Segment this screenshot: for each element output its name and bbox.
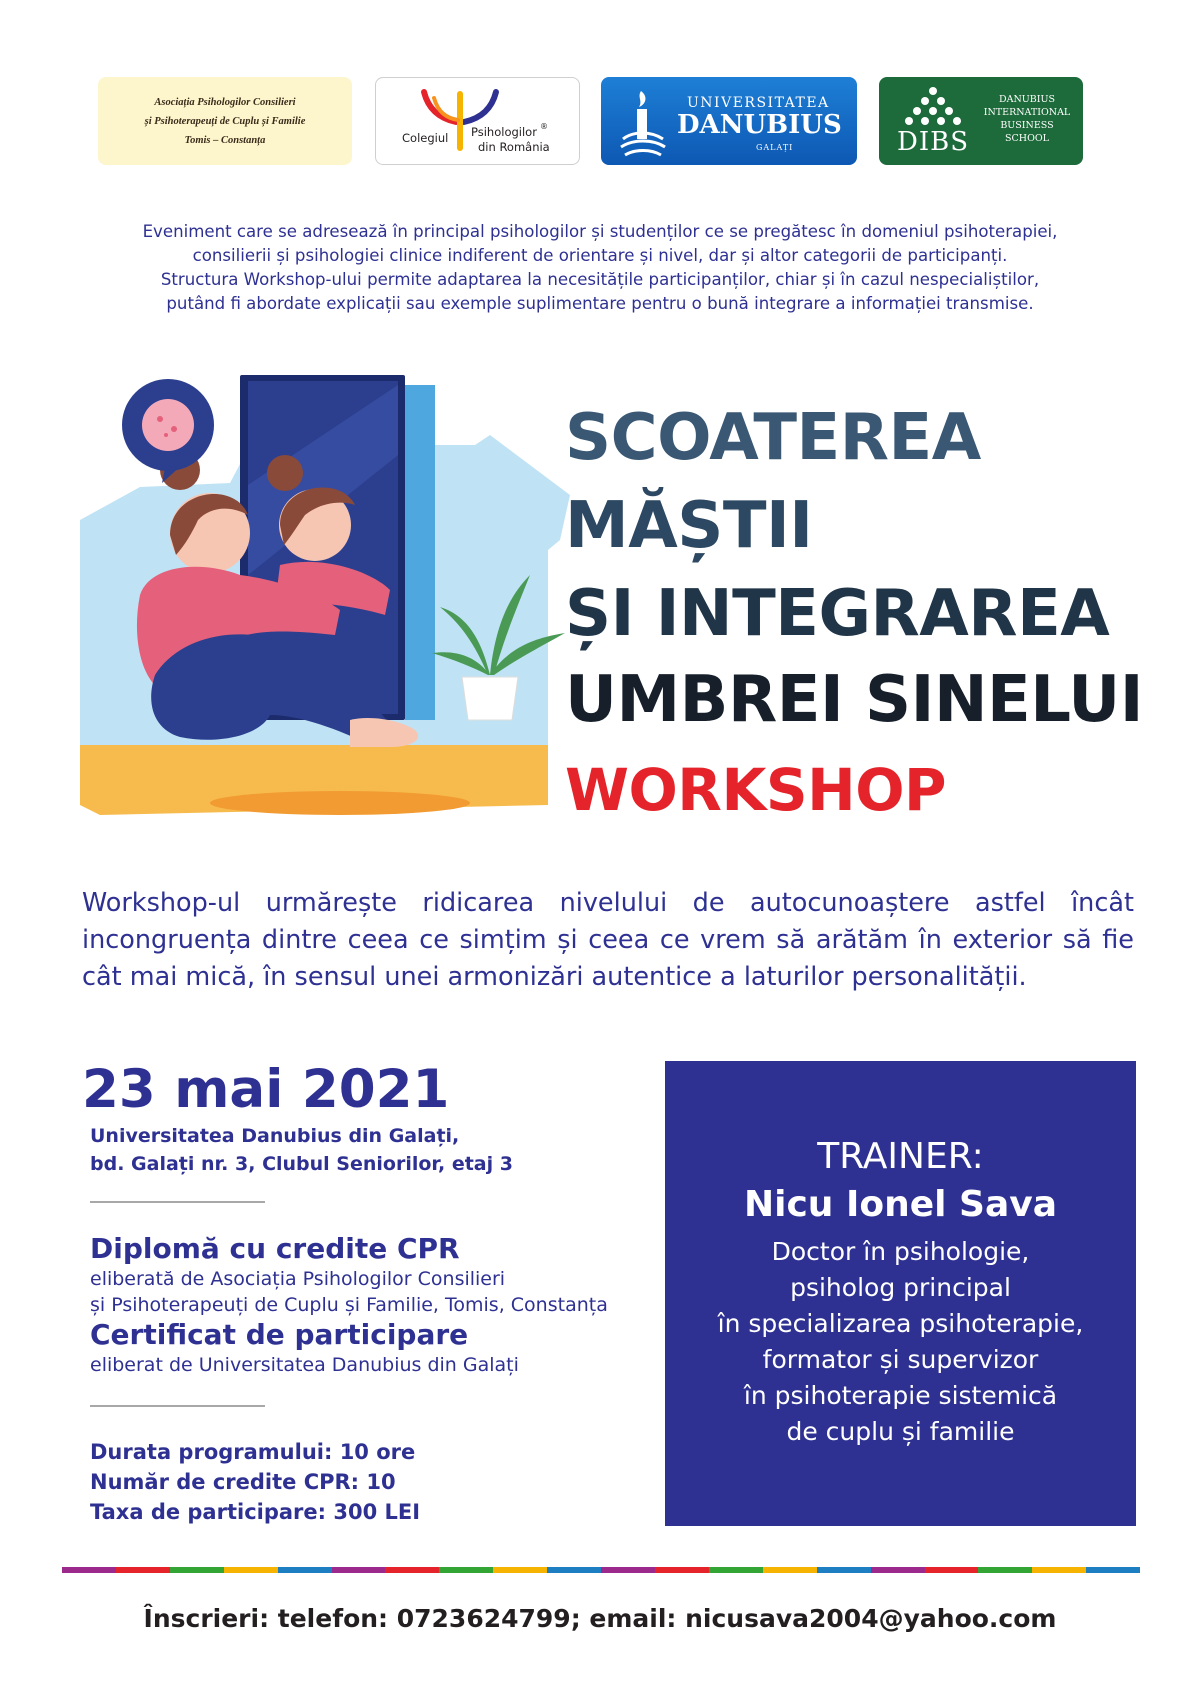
- separator-1: [90, 1201, 265, 1203]
- rainbow-segment: [385, 1567, 439, 1573]
- danubius-line-2: DANUBIUS: [677, 110, 842, 140]
- dibs-line-3: BUSINESS: [1000, 120, 1054, 131]
- colegiul-text-right-top: Psihologilor: [471, 125, 537, 139]
- workshop-subtitle: WORKSHOP: [565, 756, 947, 824]
- rainbow-segment: [278, 1567, 332, 1573]
- plant-pot: [462, 677, 518, 720]
- rainbow-segment: [439, 1567, 493, 1573]
- trainer-desc-line-4: formator și supervizor: [762, 1345, 1039, 1374]
- rainbow-segment: [62, 1567, 116, 1573]
- colegiul-text-left: Colegiul: [402, 131, 449, 145]
- rainbow-segment: [709, 1567, 763, 1573]
- registration-contact: Înscrieri: telefon: 0723624799; email: nicusava2004@yahoo.com: [143, 1604, 1057, 1633]
- trainer-box: [665, 1061, 1136, 1526]
- title-line-2: MĂȘTII: [565, 489, 813, 563]
- event-date: 23 mai 2021: [82, 1059, 450, 1120]
- logo-asociatia-line-1: Asociația Psihologilor Consilieri: [154, 96, 296, 108]
- intro-line-2: consilierii și psihologiei clinice indiferent de orientare și nivel, dar și altor categorii de participanți.: [192, 246, 1008, 265]
- rainbow-segment: [170, 1567, 224, 1573]
- logo-asociatia-psihologilor: [98, 77, 352, 165]
- workshop-description: [82, 885, 1134, 996]
- woman-mirror-illustration: [70, 375, 570, 825]
- certificate-line: eliberat de Universitatea Danubius din Galați: [90, 1354, 519, 1376]
- location-line-2: bd. Galați nr. 3, Clubul Seniorilor, etaj 3: [90, 1153, 513, 1175]
- floor-shadow: [210, 791, 470, 815]
- diploma-line-2: și Psihoterapeuți de Cuplu și Familie, Tomis, Constanța: [90, 1294, 608, 1316]
- logo-dibs: [879, 77, 1083, 165]
- title-line-1: SCOATEREA: [565, 401, 981, 475]
- rainbow-segment: [1086, 1567, 1140, 1573]
- participation-fee: Taxa de participare: 300 LEI: [90, 1500, 421, 1524]
- description-text: Workshop-ul urmărește ridicarea nivelului de autocunoaștere astfel încât incongruența dintre ceea ce simțim și ceea ce vrem să arătăm în exterior să fie cât mai mică, în sensul unei armonizări autentice a laturilor personalității.: [82, 888, 1134, 992]
- title-line-3: ȘI INTEGRAREA: [565, 577, 1110, 651]
- rainbow-segment: [655, 1567, 709, 1573]
- logo-asociatia-line-3: Tomis – Constanța: [184, 134, 266, 146]
- title-line-4: UMBREI SINELUI: [565, 663, 1143, 737]
- dibs-abbr: DIBS: [897, 127, 970, 157]
- trainer-label: TRAINER:: [817, 1136, 984, 1177]
- rainbow-segment: [493, 1567, 547, 1573]
- intro-line-1: Eveniment care se adresează în principal psihologilor și studenților ce se pregătesc în domeniul psihoterapiei,: [142, 222, 1058, 241]
- mirror-side-panel: [405, 385, 435, 720]
- logo-colegiul-psihologilor: [375, 77, 580, 165]
- danubius-line-1: UNIVERSITATEA: [687, 95, 830, 111]
- logo-asociatia-line-2: și Psihoterapeuți de Cuplu și Familie: [144, 115, 306, 127]
- rainbow-segment: [1032, 1567, 1086, 1573]
- trainer-desc-line-6: de cuplu și familie: [786, 1417, 1015, 1446]
- program-duration: Durata programului: 10 ore: [90, 1440, 416, 1464]
- rainbow-segment: [547, 1567, 601, 1573]
- speech-bubble-face: [142, 399, 194, 451]
- dibs-line-4: SCHOOL: [1005, 133, 1049, 144]
- danubius-line-3: GALAȚI: [756, 143, 794, 152]
- rainbow-segment: [978, 1567, 1032, 1573]
- colegiul-text-right-bottom: din România: [478, 140, 550, 154]
- trainer-desc-line-1: Doctor în psihologie,: [771, 1237, 1030, 1266]
- separator-2: [90, 1405, 265, 1407]
- rainbow-divider: [62, 1567, 1140, 1573]
- colegiul-registered-mark: ®: [540, 122, 548, 131]
- intro-text: [60, 220, 1140, 316]
- danubius-torch-icon: [615, 77, 675, 165]
- rainbow-segment: [817, 1567, 871, 1573]
- diploma-title: Diplomă cu credite CPR: [90, 1232, 460, 1265]
- rainbow-segment: [224, 1567, 278, 1573]
- cpr-credits: Număr de credite CPR: 10: [90, 1470, 396, 1494]
- rainbow-segment: [332, 1567, 386, 1573]
- reflection-hair-bun: [267, 455, 303, 491]
- trainer-desc-line-5: în psihoterapie sistemică: [743, 1381, 1058, 1410]
- intro-line-4: putând fi abordate explicații sau exemple suplimentare pentru o bună integrare a informației transmise.: [166, 294, 1034, 313]
- trainer-desc-line-3: în specializarea psihoterapie,: [717, 1309, 1084, 1338]
- rainbow-segment: [871, 1567, 925, 1573]
- trainer-desc-line-2: psiholog principal: [790, 1273, 1011, 1302]
- logo-universitatea-danubius: [601, 77, 857, 165]
- dibs-line-1: DANUBIUS: [998, 94, 1056, 105]
- certificate-title: Certificat de participare: [90, 1318, 469, 1351]
- diploma-line-1: eliberată de Asociația Psihologilor Consilieri: [90, 1268, 506, 1290]
- intro-line-3: Structura Workshop-ului permite adaptarea la necesitățile participanților, chiar și în cazul nespecialiștilor,: [160, 270, 1040, 289]
- rainbow-segment: [116, 1567, 170, 1573]
- dibs-line-2: INTERNATIONAL: [983, 107, 1071, 118]
- rainbow-segment: [925, 1567, 979, 1573]
- rainbow-segment: [763, 1567, 817, 1573]
- location-line-1: Universitatea Danubius din Galați,: [90, 1125, 460, 1147]
- trainer-name: Nicu Ionel Sava: [744, 1184, 1057, 1225]
- rainbow-segment: [601, 1567, 655, 1573]
